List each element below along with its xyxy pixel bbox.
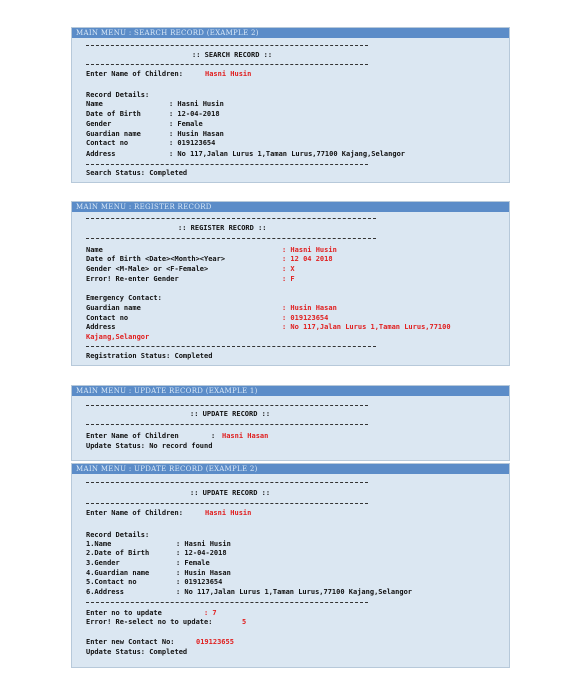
new-contact-value: 019123655 <box>196 638 234 646</box>
update-no-value: : 7 <box>204 609 217 617</box>
divider <box>86 405 368 406</box>
update1-header: :: UPDATE RECORD :: <box>190 410 271 418</box>
field-value: : 12-04-2018 <box>176 549 227 557</box>
registration-status: Registration Status: Completed <box>86 352 213 360</box>
search-status: Search Status: Completed <box>86 169 188 177</box>
update2-header: :: UPDATE RECORD :: <box>190 489 271 497</box>
emg-label: Guardian name <box>86 304 141 312</box>
search-panel-titlebar: MAIN MENU : SEARCH RECORD (EXAMPLE 2) <box>72 28 509 38</box>
field-label: Contact no <box>86 139 129 147</box>
reg-value: : 12 04 2018 <box>282 255 333 263</box>
field-label: 1.Name <box>86 540 112 548</box>
search-header: :: SEARCH RECORD :: <box>192 51 273 59</box>
field-value: : Husin Hasan <box>176 569 231 577</box>
field-value: : Female <box>169 120 203 128</box>
emg-value: : 019123654 <box>282 314 329 322</box>
field-value: : Hasni Husin <box>176 540 231 548</box>
field-label: Gender <box>86 120 112 128</box>
update2-panel-titlebar: MAIN MENU : UPDATE RECORD (EXAMPLE 2) <box>72 464 509 474</box>
register-header: :: REGISTER RECORD :: <box>178 224 267 232</box>
divider <box>86 602 368 603</box>
reg-value: : Hasni Husin <box>282 246 337 254</box>
new-contact-label: Enter new Contact No: <box>86 638 175 646</box>
reg-label: Gender <M-Male> or <F-Female> <box>86 265 209 273</box>
field-label: Name <box>86 100 103 108</box>
update2-status: Update Status: Completed <box>86 648 188 656</box>
emg-value: : No 117,Jalan Lurus 1,Taman Lurus,77100 <box>282 323 451 331</box>
register-panel-titlebar: MAIN MENU : REGISTER RECORD <box>72 202 509 212</box>
emg-label: Contact no <box>86 314 129 322</box>
prompt-value: Hasni Hasan <box>222 432 269 440</box>
details-heading: Record Details: <box>86 531 150 539</box>
reg-value: : F <box>282 275 295 283</box>
register-record-panel <box>71 201 510 366</box>
field-value: : No 117,Jalan Lurus 1,Taman Lurus,77100 Kajang,Selangor <box>169 150 406 158</box>
prompt-label: Enter Name of Children: <box>86 509 183 517</box>
prompt-sep: : <box>211 432 216 440</box>
field-value: : 019123654 <box>176 578 223 586</box>
update-no-label: Enter no to update <box>86 609 162 617</box>
field-value: : 12-04-2018 <box>169 110 220 118</box>
reg-label: Name <box>86 246 103 254</box>
reg-label: Error! Re-enter Gender <box>86 275 179 283</box>
field-label: Guardian name <box>86 130 141 138</box>
divider <box>86 238 376 239</box>
details-heading: Record Details: <box>86 91 150 99</box>
update1-status: Update Status: No record found <box>86 442 213 450</box>
emg-value: : Husin Hasan <box>282 304 337 312</box>
field-value: : Husin Hasan <box>169 130 224 138</box>
emg-label: Address <box>86 323 116 331</box>
reg-label: Date of Birth <Date><Month><Year> <box>86 255 226 263</box>
error-value: 5 <box>242 618 247 626</box>
field-label: 2.Date of Birth <box>86 549 150 557</box>
address-wrap: Kajang,Selangor <box>86 333 150 341</box>
search-record-panel <box>71 27 510 183</box>
field-label: 3.Gender <box>86 559 120 567</box>
divider <box>86 45 368 46</box>
field-label: Address <box>86 150 116 158</box>
field-label: 6.Address <box>86 588 124 596</box>
error-label: Error! Re-select no to update: <box>86 618 213 626</box>
emergency-heading: Emergency Contact: <box>86 294 162 302</box>
update1-panel-titlebar: MAIN MENU : UPDATE RECORD (EXAMPLE 1) <box>72 386 509 396</box>
field-value: : Hasni Husin <box>169 100 224 108</box>
divider <box>86 218 376 219</box>
divider <box>86 64 368 65</box>
divider <box>86 164 368 165</box>
prompt-value: Hasni Husin <box>205 70 252 78</box>
field-value: : No 117,Jalan Lurus 1,Taman Lurus,77100 Kajang,Selangor <box>176 588 413 596</box>
field-value: : 019123654 <box>169 139 216 147</box>
field-label: Date of Birth <box>86 110 141 118</box>
field-label: 4.Guardian name <box>86 569 150 577</box>
update-record-panel-1 <box>71 385 510 461</box>
update-record-panel-2 <box>71 463 510 668</box>
divider <box>86 503 368 504</box>
field-label: 5.Contact no <box>86 578 137 586</box>
reg-value: : X <box>282 265 295 273</box>
divider <box>86 424 368 425</box>
field-value: : Female <box>176 559 210 567</box>
prompt-label: Enter Name of Children <box>86 432 179 440</box>
prompt-label: Enter Name of Children: <box>86 70 183 78</box>
divider <box>86 346 376 347</box>
divider <box>86 482 368 483</box>
prompt-value: Hasni Husin <box>205 509 252 517</box>
